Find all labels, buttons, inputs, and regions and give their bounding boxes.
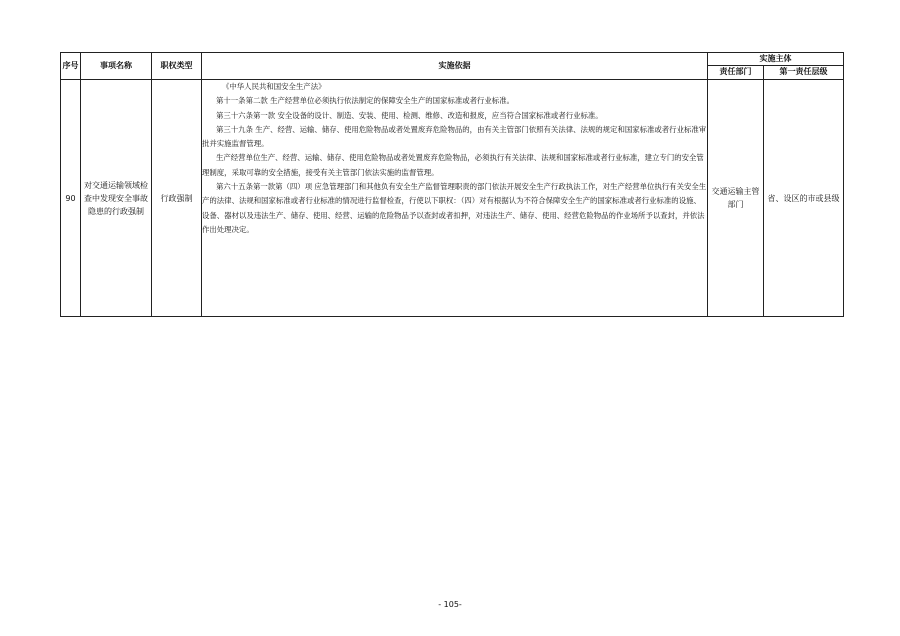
basis-paragraph-3: 第三十九条 生产、经营、运输、储存、使用危险物品或者处置废弃危险物品的，由有关主管部门依照有关法律、法规的规定和国家标准或者行业标准审批并实施监督管理。 [202,124,707,149]
header-dept: 责任部门 [708,65,764,79]
authority-table [60,52,844,317]
header-subject: 实施主体 [708,53,844,66]
header-level: 第一责任层级 [764,65,844,79]
header-name: 事项名称 [81,53,152,80]
basis-paragraph-4: 生产经营单位生产、经营、运输、储存、使用危险物品或者处置废弃危险物品，必须执行有关法律、法规和国家标准或者行业标准，建立专门的安全管理制度，采取可靠的安全措施，接受有关主管部门依法实施的监督管理。 [202,153,704,177]
header-seq: 序号 [61,53,81,80]
row-level: 省、设区的市或县级 [764,80,844,317]
row-dept: 交通运输主管部门 [708,80,764,317]
law-title: 《中华人民共和国安全生产法》 [222,82,326,91]
row-name: 对交通运输领域检查中发现安全事故隐患的行政强制 [81,80,152,317]
header-basis: 实施依据 [202,53,708,80]
basis-paragraph-2: 第三十六条第一款 安全设备的设计、制造、安装、使用、检测、维修、改造和报废，应当符合国家标准或者行业标准。 [216,110,603,120]
row-type: 行政强制 [152,80,202,317]
row-seq: 90 [61,80,81,317]
header-type: 职权类型 [152,53,202,80]
basis-paragraph-5: 第六十五条第一款第（四）项 应急管理部门和其他负有安全生产监督管理职责的部门依法开展安全生产行政执法工作，对生产经营单位执行有关安全生产的法律、法规和国家标准或者行业标准的情况进行监督检查，行使以下职权：（四）对有根据认为不符合保障安全生产的国家标准或者行业标准的设施、设备、器材以及违法生产、储存、使用、经营、运输的危险物品予以查封或者扣押，对违法生产、储存、使用、经营危险物品的作业场所予以查封，并依法作出处理决定。 [202,182,707,234]
row-basis [202,80,708,317]
table-row [61,80,844,317]
page-number: - 105- [438,600,462,609]
basis-paragraph-1: 第十一条第二款 生产经营单位必须执行依法制定的保障安全生产的国家标准或者行业标准。 [216,96,514,106]
